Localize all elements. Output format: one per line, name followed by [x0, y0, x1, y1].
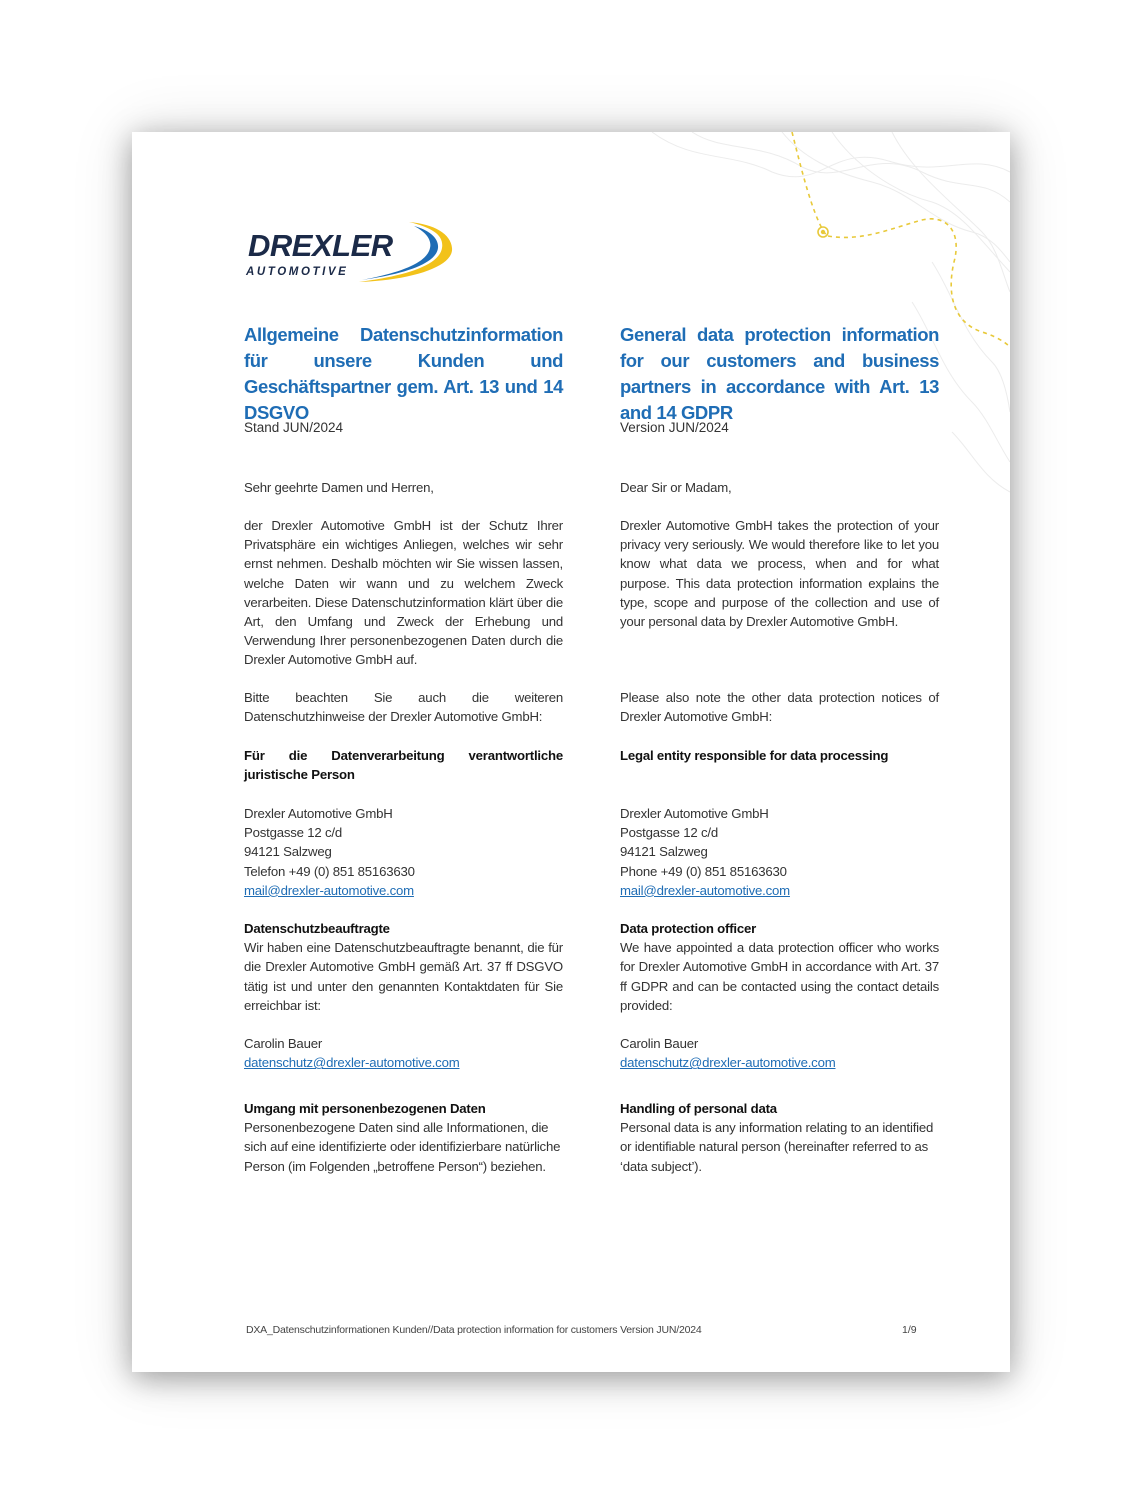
company-name-de: Drexler Automotive GmbH	[244, 806, 393, 821]
intro-text-en: Drexler Automotive GmbH takes the protection of your privacy very seriously. We would therefore like to let you know what data we process, when and for what purpose. This data protection information explains the type, scope and purpose of the collection and use of your personal data by Drexler Automotive GmbH.	[620, 518, 939, 630]
street-de: Postgasse 12 c/d	[244, 825, 342, 841]
controller-heading-de	[244, 746, 563, 784]
german-column	[244, 322, 563, 426]
handling-heading-en: Handling of personal data	[620, 1101, 777, 1116]
email-link-de[interactable]: mail@drexler-automotive.com	[244, 882, 414, 898]
dpo-email-link-de[interactable]: datenschutz@drexler-automotive.com	[244, 1055, 460, 1071]
document-page	[132, 132, 1010, 1372]
email-link-en[interactable]: mail@drexler-automotive.com	[620, 882, 790, 898]
handling-en	[620, 1099, 939, 1176]
dpo-heading-en: Data protection officer	[620, 921, 757, 936]
version-de: Stand JUN/2024	[244, 420, 344, 435]
dpo-contact-de	[244, 1034, 563, 1072]
page-title-en: General data protection information for our customers and business partners in accordance with Art. 13 and 14 GDPR	[620, 324, 939, 423]
dpo-de	[244, 919, 563, 1015]
city-de: 94121 Salzweg	[244, 844, 332, 860]
page-number: 1/9	[902, 1324, 917, 1336]
dpo-name-de: Carolin Bauer	[244, 1036, 323, 1051]
english-column	[620, 322, 939, 426]
handling-text-en: Personal data is any information relating to an identified or identifiable natural person (hereinafter referred to as ‘data subject’).	[620, 1120, 934, 1174]
phone-de: Telefon +49 (0) 851 85163630	[244, 863, 415, 879]
address-block-en	[620, 804, 939, 900]
salutation-en	[620, 478, 939, 497]
controller-heading-text-en: Legal entity responsible for data processing	[620, 748, 889, 763]
controller-heading-text-de: Für die Datenverarbeitung verantwortliche juristische Person	[244, 748, 563, 783]
drexler-logo	[244, 214, 459, 284]
note-text-de: Bitte beachten Sie auch die weiteren Datenschutzhinweise der Drexler Automotive GmbH:	[244, 690, 563, 725]
dpo-name-en: Carolin Bauer	[620, 1036, 699, 1051]
street-en: Postgasse 12 c/d	[620, 825, 718, 841]
handling-heading-de: Umgang mit personenbezogenen Daten	[244, 1101, 486, 1116]
page-title-de: Allgemeine Datenschutzinformation für unsere Kunden und Geschäftspartner gem. Art. 13 und 14 DSGVO	[244, 324, 563, 423]
dpo-heading-de: Datenschutzbeauftragte	[244, 921, 390, 936]
page-footer: DXA_Datenschutzinformationen Kunden//Data protection information for customers Version JUN/2024	[246, 1324, 702, 1336]
handling-de	[244, 1099, 563, 1176]
dpo-email-link-en[interactable]: datenschutz@drexler-automotive.com	[620, 1055, 836, 1071]
phone-en: Phone +49 (0) 851 85163630	[620, 863, 787, 879]
controller-heading-en	[620, 746, 939, 765]
city-en: 94121 Salzweg	[620, 844, 708, 860]
dpo-text-en: We have appointed a data protection officer who works for Drexler Automotive GmbH in accordance with Art. 37 ff GDPR and can be contacted using the contact details provided:	[620, 940, 939, 1013]
address-block-de	[244, 804, 563, 900]
dpo-contact-en	[620, 1034, 939, 1072]
note-text-en: Please also note the other data protection notices of Drexler Automotive GmbH:	[620, 690, 939, 725]
intro-en	[620, 516, 939, 631]
company-name-en: Drexler Automotive GmbH	[620, 806, 769, 821]
version-en: Version JUN/2024	[620, 420, 729, 435]
note-de	[244, 688, 563, 726]
logo-wordmark: DREXLER	[248, 228, 393, 263]
salutation-text-de: Sehr geehrte Damen und Herren,	[244, 480, 434, 495]
salutation-text-en: Dear Sir or Madam,	[620, 480, 732, 495]
note-en	[620, 688, 939, 726]
dpo-en	[620, 919, 939, 1015]
logo-tagline: AUTOMOTIVE	[246, 266, 349, 278]
handling-text-de: Personenbezogene Daten sind alle Informationen, die sich auf eine identifizierte oder identifizierbare natürliche Person (im Folgenden „betroffene Person“) beziehen.	[244, 1120, 561, 1174]
intro-de	[244, 516, 563, 670]
dpo-text-de: Wir haben eine Datenschutzbeauftragte benannt, die für die Drexler Automotive GmbH gemäß Art. 37 ff DSGVO tätig ist und unter den genannten Kontaktdaten für Sie erreichbar ist:	[244, 940, 563, 1013]
intro-text-de: der Drexler Automotive GmbH ist der Schutz Ihrer Privatsphäre ein wichtiges Anliegen, welches wir sehr ernst nehmen. Deshalb möchten wir Sie wissen lassen, welche Daten wir wann und zu welchem Zweck verarbeiten. Diese Datenschutzinformation klärt über die Art, den Umfang und Zweck der Erhebung und Verwendung Ihrer personenbezogenen Daten durch die Drexler Automotive GmbH auf.	[244, 518, 563, 668]
salutation-de	[244, 478, 563, 497]
